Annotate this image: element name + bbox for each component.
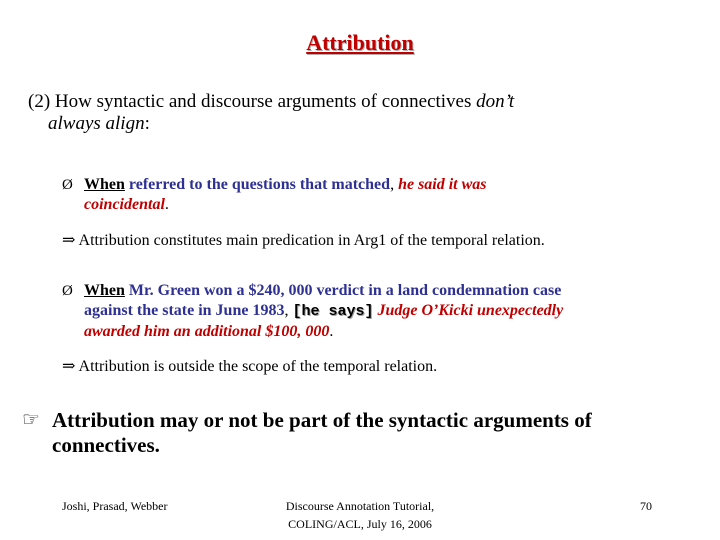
arg1-text-line1: Judge O’Kicki unexpectedly — [373, 302, 564, 319]
arg1-text-line2: awarded him an additional $100, 000 — [84, 323, 330, 340]
intro-emph: don’t — [476, 91, 515, 112]
period: . — [164, 196, 169, 213]
footer-event-line2: COLING/ACL, July 16, 2006 — [288, 517, 432, 531]
connective-when: When — [84, 176, 125, 193]
note-line2: connectives. — [52, 433, 160, 457]
comma: , — [390, 176, 399, 193]
implies-icon: ⇒ — [62, 232, 76, 249]
pointing-hand-icon: ☞ — [22, 409, 40, 431]
intro-text — [28, 91, 688, 135]
page-number: 70 — [640, 499, 652, 513]
arg2-text-line1: Mr. Green won a $240, 000 verdict in a land condemnation case — [124, 282, 562, 299]
footer-event — [240, 497, 480, 533]
intro-line2-suffix: : — [144, 113, 150, 134]
key-note — [22, 408, 702, 458]
conclusion-1-text: Attribution constitutes main predication in Arg1 of the temporal relation. — [75, 232, 545, 249]
conclusion-2 — [62, 357, 702, 377]
intro-line2 — [28, 113, 688, 135]
arrow-bullet-icon: Ø — [62, 177, 73, 193]
footer-authors: Joshi, Prasad, Webber — [62, 499, 168, 513]
arg1-text-line1: he said it was — [398, 176, 487, 193]
arg2-text: referred to the questions that matched — [124, 176, 391, 193]
intro-prefix: (2) How syntactic and discourse arguments of connectives — [28, 91, 477, 112]
example-2 — [62, 281, 694, 342]
example-1 — [62, 175, 694, 215]
conclusion-1 — [62, 231, 702, 251]
arg1-text-line2: coincidental — [84, 196, 165, 213]
attribution-marker: [he says] — [292, 303, 374, 320]
arg2-text-line2: against the state in June 1983 — [84, 302, 285, 319]
footer-event-line1: Discourse Annotation Tutorial, — [285, 499, 435, 513]
slide-title: Attribution — [306, 30, 414, 55]
conclusion-2-text: Attribution is outside the scope of the temporal relation. — [75, 358, 438, 375]
period: . — [329, 323, 334, 340]
comma: , — [284, 302, 293, 319]
implies-icon: ⇒ — [62, 358, 76, 375]
note-line1: Attribution may or not be part of the syntactic arguments of — [52, 408, 592, 432]
connective-when: When — [84, 282, 125, 299]
intro-line2-emph: always align — [48, 113, 145, 134]
arrow-bullet-icon: Ø — [62, 283, 73, 299]
